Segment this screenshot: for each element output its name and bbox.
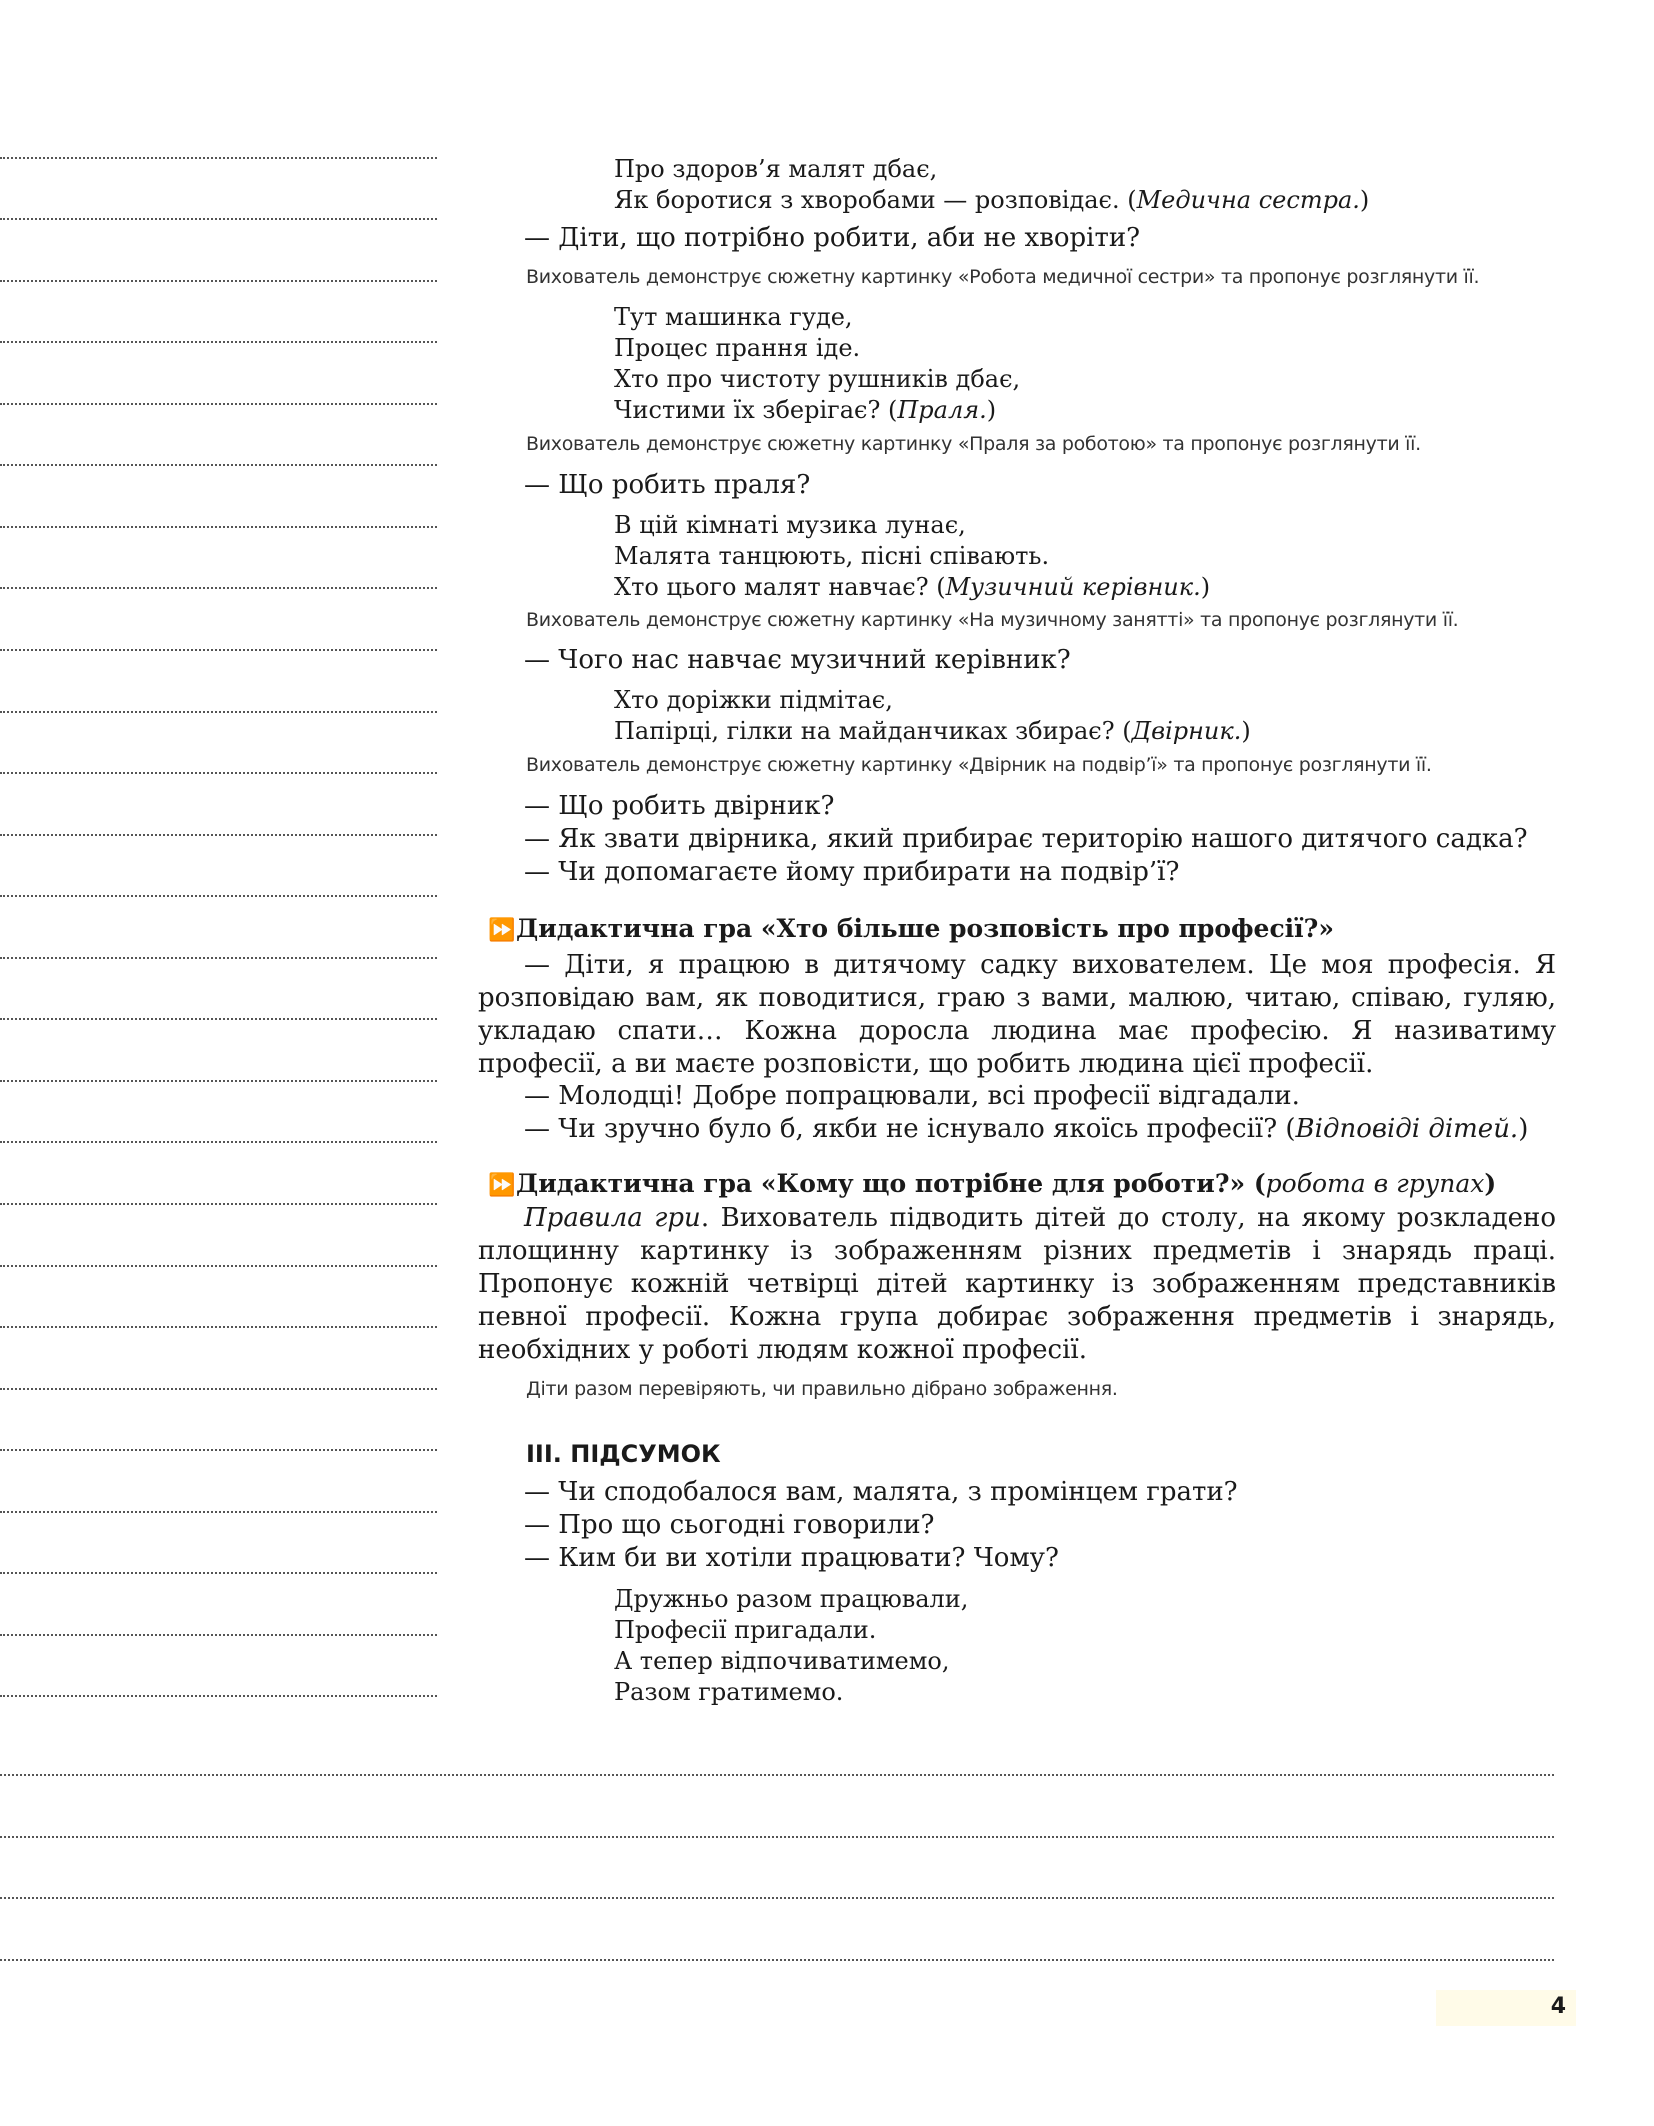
- note-line: [0, 1695, 437, 1697]
- teacher-remark: Вихователь демонструє сюжетну картинку «Двірник на подвір’ї» та пропонує розглянути її.: [526, 754, 1432, 776]
- teacher-remark: Вихователь демонструє сюжетну картинку «На музичному занятті» та пропонує розглянути її.: [526, 609, 1459, 631]
- dialog-line: — Чого нас навчає музичний керівник?: [524, 645, 1071, 675]
- note-line: [0, 649, 437, 651]
- note-line: [0, 711, 437, 713]
- poem-line: Тут машинка гуде,: [614, 303, 853, 331]
- poem-line: Папірці, гілки на майданчиках збирає? (Двірник.): [614, 717, 1251, 745]
- note-line: [0, 1572, 437, 1574]
- dialog-line: — Діти, що потрібно робити, аби не хворіти?: [524, 223, 1141, 253]
- poem-line: Процес прання іде.: [614, 334, 861, 362]
- game-heading: ⏩Дидактична гра «Хто більше розповість про професії?»: [488, 912, 1334, 947]
- dialog-line: — Як звати двірника, який прибирає територію нашого дитячого садка?: [524, 824, 1528, 854]
- riddle-music-director: [614, 510, 1210, 603]
- poem-line: Хто цього малят навчає? (Музичний керівник.): [614, 573, 1211, 601]
- dialog-line: — Ким би ви хотіли працювати? Чому?: [524, 1543, 1059, 1573]
- note-line: [0, 1836, 1554, 1838]
- poem-line: Чистими їх зберігає? (Праля.): [614, 396, 997, 424]
- dialog-line: — Молодці! Добре попрацювали, всі професії відгадали.: [524, 1081, 1300, 1111]
- game-heading: ⏩Дидактична гра «Кому що потрібне для роботи?» (робота в групах): [488, 1167, 1496, 1202]
- note-line: [0, 218, 437, 220]
- note-line: [0, 772, 437, 774]
- riddle-laundress: [614, 302, 1020, 426]
- dialog-line: — Що робить праля?: [524, 470, 811, 500]
- page-number: 4: [1550, 1994, 1566, 2019]
- note-line: [0, 1265, 437, 1267]
- note-line: [0, 1774, 1554, 1776]
- note-line: [0, 526, 437, 528]
- page-number-badge: [1436, 1990, 1576, 2026]
- note-line: [0, 1203, 437, 1205]
- poem-line: А тепер відпочиватимемо,: [614, 1647, 950, 1675]
- poem-line: Як боротися з хворобами — розповідає. (Медична сестра.): [614, 186, 1370, 214]
- game-paragraph: — Діти, я працюю в дитячому садку вихователем. Це моя професія. Я розповідаю вам, як поводитися, граю з вами, малюю, читаю, співаю, гуляю, укладаю спати… Кожна доросла людина має професію. Я називатиму професії, а ви маєте розповісти, що робить людина цієї професії.: [478, 950, 1556, 1079]
- poem-line: Хто доріжки підмітає,: [614, 686, 893, 714]
- note-line: [0, 1080, 437, 1082]
- note-line: [0, 157, 437, 159]
- double-arrow-icon: ⏩: [488, 918, 516, 943]
- note-line: [0, 1897, 1554, 1899]
- note-line: [0, 464, 437, 466]
- note-line: [0, 280, 437, 282]
- note-line: [0, 1326, 437, 1328]
- poem-line: Хто про чистоту рушників дбає,: [614, 365, 1021, 393]
- note-line: [0, 341, 437, 343]
- teacher-remark: Вихователь демонструє сюжетну картинку «Праля за роботою» та пропонує розглянути її.: [526, 433, 1421, 455]
- note-line: [0, 1511, 437, 1513]
- note-line: [0, 403, 437, 405]
- poem-line: Малята танцюють, пісні співають.: [614, 542, 1050, 570]
- dialog-line: — Чи допомагаєте йому прибирати на подвір’ї?: [524, 857, 1180, 887]
- teacher-remark: Вихователь демонструє сюжетну картинку «Робота медичної сестри» та пропонує розглянути її.: [526, 266, 1480, 288]
- note-line: [0, 1959, 1554, 1961]
- teacher-remark: Діти разом перевіряють, чи правильно дібрано зображення.: [526, 1378, 1118, 1400]
- riddle-answer: Праля.: [897, 396, 987, 424]
- note-line: [0, 895, 437, 897]
- closing-poem: [614, 1584, 968, 1708]
- poem-line: Разом гратимемо.: [614, 1678, 844, 1706]
- note-line: [0, 834, 437, 836]
- double-arrow-icon: ⏩: [488, 1173, 516, 1198]
- note-line: [0, 1449, 437, 1451]
- riddle-janitor: [614, 685, 1251, 747]
- poem-line: Професії пригадали.: [614, 1616, 877, 1644]
- riddle-answer: Двірник.: [1131, 717, 1242, 745]
- note-line: [0, 1018, 437, 1020]
- dialog-line: — Чи сподобалося вам, малята, з промінцем грати?: [524, 1477, 1238, 1507]
- riddle-nurse: [614, 154, 1369, 216]
- riddle-answer: Музичний керівник.: [945, 573, 1201, 601]
- note-line: [0, 1141, 437, 1143]
- poem-line: Дружньо разом працювали,: [614, 1585, 969, 1613]
- note-line: [0, 587, 437, 589]
- note-line: [0, 1388, 437, 1390]
- dialog-line: — Чи зручно було б, якби не існувало якоїсь професії? (Відповіді дітей.): [524, 1114, 1529, 1144]
- game-rules: Правила гри. Вихователь підводить дітей до столу, на якому розкладено площинну картинку із зображенням різних предметів і знарядь праці. Пропонує кожній четвірці дітей картинку із зображенням представників певної професії. Кожна група добирає зображення предметів і знарядь, необхідних у роботі людям кожної професії.: [478, 1203, 1556, 1365]
- note-line: [0, 1634, 437, 1636]
- riddle-answer: Медична сестра.: [1136, 186, 1360, 214]
- dialog-line: — Що робить двірник?: [524, 791, 835, 821]
- dialog-line: — Про що сьогодні говорили?: [524, 1510, 935, 1540]
- poem-line: Про здоров’я малят дбає,: [614, 155, 938, 183]
- section-title: ІІІ. ПІДСУМОК: [526, 1440, 721, 1468]
- note-line: [0, 957, 437, 959]
- poem-line: В цій кімнаті музика лунає,: [614, 511, 966, 539]
